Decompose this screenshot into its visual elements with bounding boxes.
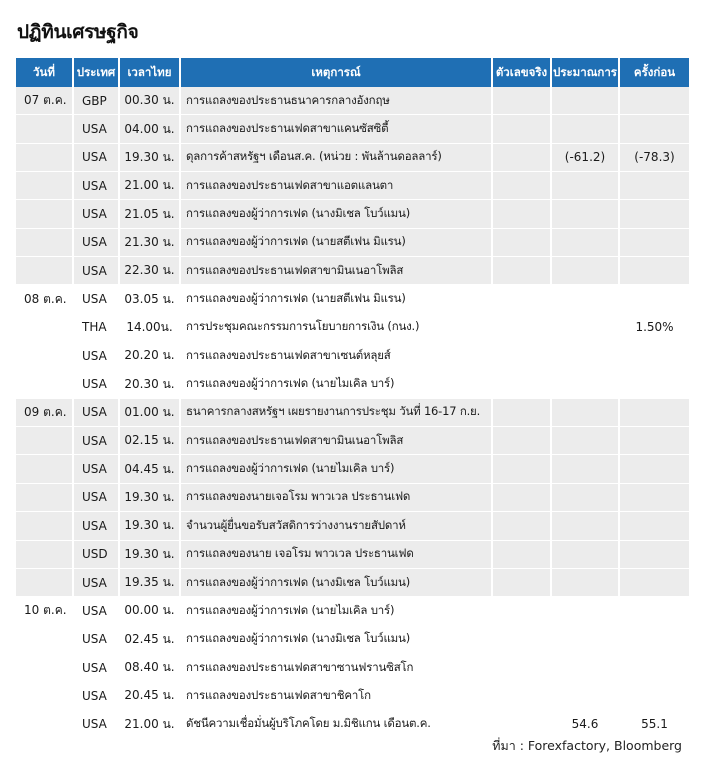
row-actual [492,172,551,200]
row-forecast [551,540,619,568]
column-header-actual: ตัวเลขจริง [492,58,551,87]
row-country: USA [73,710,119,738]
row-previous [619,200,689,228]
row-date [16,313,73,341]
row-date [16,625,73,653]
row-time: 19.30 น. [119,143,180,171]
row-date [16,228,73,256]
row-actual [492,398,551,426]
row-actual [492,87,551,115]
row-date [16,200,73,228]
row-forecast [551,455,619,483]
row-previous [619,483,689,511]
table-row [16,483,689,511]
row-time: 02.45 น. [119,625,180,653]
column-header-time: เวลาไทย [119,58,180,87]
row-country: USA [73,568,119,596]
row-forecast [551,653,619,681]
table-row [16,568,689,596]
row-event: การแถลงของประธานเฟดสาขาซานฟรานซิสโก [180,653,492,681]
row-date [16,257,73,285]
row-country: USA [73,398,119,426]
row-time: 19.35 น. [119,568,180,596]
row-date [16,540,73,568]
row-date [16,370,73,398]
row-previous [619,427,689,455]
row-actual [492,455,551,483]
table-row [16,710,689,738]
row-country: USA [73,427,119,455]
row-time: 21.00 น. [119,710,180,738]
row-previous [619,512,689,540]
row-date [16,568,73,596]
row-actual [492,710,551,738]
row-forecast [551,682,619,710]
row-country: USA [73,483,119,511]
row-previous: 1.50% [619,313,689,341]
row-actual [492,257,551,285]
row-country: USA [73,653,119,681]
row-actual [492,370,551,398]
row-previous [619,653,689,681]
column-header-previous: ครั้งก่อน [619,58,689,87]
row-forecast [551,512,619,540]
row-country: USA [73,143,119,171]
row-forecast [551,228,619,256]
row-time: 08.40 น. [119,653,180,681]
row-event: จำนวนผู้ยื่นขอรับสวัสดิการว่างงานรายสัปดาห์ [180,512,492,540]
table-row [16,313,689,341]
row-event: การแถลงของผู้ว่าการเฟด (นายสตีเฟน มิแรน) [180,285,492,313]
row-country: USA [73,257,119,285]
row-forecast: (-61.2) [551,143,619,171]
row-actual [492,313,551,341]
row-forecast [551,313,619,341]
table-row [16,370,689,398]
row-actual [492,512,551,540]
row-event: การแถลงของประธานเฟดสาขามินเนอาโพลิส [180,257,492,285]
row-country: USD [73,540,119,568]
row-time: 20.20 น. [119,342,180,370]
row-country: USA [73,625,119,653]
row-forecast [551,342,619,370]
row-forecast [551,370,619,398]
table-row [16,285,689,313]
row-previous [619,172,689,200]
row-date [16,342,73,370]
row-actual [492,682,551,710]
row-previous [619,285,689,313]
row-date [16,115,73,143]
row-forecast [551,200,619,228]
row-forecast [551,483,619,511]
column-header-forecast: ประมาณการ [551,58,619,87]
row-country: USA [73,597,119,625]
row-actual [492,228,551,256]
row-event: การแถลงของประธานธนาคารกลางอังกฤษ [180,87,492,115]
row-forecast [551,427,619,455]
row-forecast [551,172,619,200]
row-previous [619,115,689,143]
page-title: ปฏิทินเศรษฐกิจ [17,21,139,43]
row-actual [492,143,551,171]
row-event: ธนาคารกลางสหรัฐฯ เผยรายงานการประชุม วันที่ 16-17 ก.ย. [180,398,492,426]
row-country: USA [73,172,119,200]
row-event: ดัชนีความเชื่อมั่นผู้บริโภคโดย ม.มิชิแกน เดือนต.ค. [180,710,492,738]
column-header-event: เหตุการณ์ [180,58,492,87]
table-row [16,625,689,653]
row-time: 01.00 น. [119,398,180,426]
row-actual [492,625,551,653]
row-forecast [551,597,619,625]
row-previous [619,342,689,370]
row-country: GBP [73,87,119,115]
row-actual [492,200,551,228]
column-header-date: วันที่ [16,58,73,87]
table-row [16,682,689,710]
table-row [16,87,689,115]
row-country: USA [73,455,119,483]
row-actual [492,568,551,596]
row-date: 07 ต.ค. [16,87,73,115]
row-time: 19.30 น. [119,540,180,568]
table-row [16,427,689,455]
table-row [16,200,689,228]
row-date [16,483,73,511]
row-forecast [551,87,619,115]
row-event: การแถลงของผู้ว่าการเฟด (นายไมเคิล บาร์) [180,597,492,625]
column-header-country: ประเทศ [73,58,119,87]
table-row [16,342,689,370]
row-previous [619,625,689,653]
row-event: การแถลงของผู้ว่าการเฟด (นายไมเคิล บาร์) [180,370,492,398]
row-time: 20.45 น. [119,682,180,710]
row-date: 10 ต.ค. [16,597,73,625]
row-previous [619,398,689,426]
row-event: การแถลงของประธานเฟดสาขามินเนอาโพลิส [180,427,492,455]
row-previous [619,370,689,398]
row-time: 21.05 น. [119,200,180,228]
row-country: USA [73,285,119,313]
row-forecast [551,568,619,596]
row-event: การประชุมคณะกรรมการนโยบายการเงิน (กนง.) [180,313,492,341]
row-event: การแถลงของนายเจอโรม พาวเวล ประธานเฟด [180,483,492,511]
row-country: USA [73,682,119,710]
row-country: THA [73,313,119,341]
row-time: 19.30 น. [119,483,180,511]
row-country: USA [73,228,119,256]
row-time: 19.30 น. [119,512,180,540]
row-previous: (-78.3) [619,143,689,171]
row-time: 21.00 น. [119,172,180,200]
table-row [16,143,689,171]
table-row [16,597,689,625]
row-country: USA [73,342,119,370]
row-country: USA [73,512,119,540]
row-forecast [551,398,619,426]
table-row [16,398,689,426]
table-row [16,115,689,143]
row-previous [619,597,689,625]
row-date [16,455,73,483]
row-forecast [551,625,619,653]
row-forecast [551,285,619,313]
row-actual [492,285,551,313]
row-forecast: 54.6 [551,710,619,738]
row-actual [492,597,551,625]
row-time: 04.45 น. [119,455,180,483]
row-actual [492,653,551,681]
row-time: 02.15 น. [119,427,180,455]
table-row [16,257,689,285]
row-time: 03.05 น. [119,285,180,313]
row-date [16,427,73,455]
row-date: 09 ต.ค. [16,398,73,426]
table-row [16,512,689,540]
economic-calendar-table [16,58,689,739]
row-actual [492,540,551,568]
row-time: 04.00 น. [119,115,180,143]
row-previous [619,455,689,483]
row-event: การแถลงของผู้ว่าการเฟด (นายไมเคิล บาร์) [180,455,492,483]
row-event: การแถลงของประธานเฟดสาขาแคนซัสซิตี้ [180,115,492,143]
row-time: 14.00น. [119,313,180,341]
row-previous [619,682,689,710]
row-country: USA [73,115,119,143]
table-row [16,653,689,681]
row-event: การแถลงของผู้ว่าการเฟด (นางมิเชล โบว์แมน) [180,568,492,596]
row-previous [619,87,689,115]
row-previous [619,257,689,285]
table-row [16,540,689,568]
table-row [16,455,689,483]
row-actual [492,427,551,455]
row-time: 22.30 น. [119,257,180,285]
row-event: การแถลงของประธานเฟดสาขาแอตแลนตา [180,172,492,200]
row-event: ดุลการค้าสหรัฐฯ เดือนส.ค. (หน่วย : พันล้านดอลลาร์) [180,143,492,171]
row-previous [619,540,689,568]
row-date [16,710,73,738]
table-row [16,172,689,200]
source-note: ที่มา : Forexfactory, Bloomberg [492,738,682,753]
row-date [16,682,73,710]
row-forecast [551,115,619,143]
row-time: 21.30 น. [119,228,180,256]
row-actual [492,483,551,511]
row-forecast [551,257,619,285]
row-previous [619,568,689,596]
row-date: 08 ต.ค. [16,285,73,313]
row-time: 00.00 น. [119,597,180,625]
row-previous: 55.1 [619,710,689,738]
row-date [16,172,73,200]
row-event: การแถลงของประธานเฟดสาขาเซนต์หลุยส์ [180,342,492,370]
row-event: การแถลงของผู้ว่าการเฟด (นางมิเชล โบว์แมน) [180,625,492,653]
row-time: 00.30 น. [119,87,180,115]
row-date [16,512,73,540]
row-actual [492,342,551,370]
table-header-row [16,58,689,87]
row-time: 20.30 น. [119,370,180,398]
table-row [16,228,689,256]
row-event: การแถลงของนาย เจอโรม พาวเวล ประธานเฟด [180,540,492,568]
row-event: การแถลงของผู้ว่าการเฟด (นางมิเชล โบว์แมน) [180,200,492,228]
row-actual [492,115,551,143]
row-event: การแถลงของประธานเฟดสาขาชิคาโก [180,682,492,710]
row-previous [619,228,689,256]
row-event: การแถลงของผู้ว่าการเฟด (นายสตีเฟน มิแรน) [180,228,492,256]
row-date [16,143,73,171]
row-country: USA [73,200,119,228]
row-country: USA [73,370,119,398]
row-date [16,653,73,681]
